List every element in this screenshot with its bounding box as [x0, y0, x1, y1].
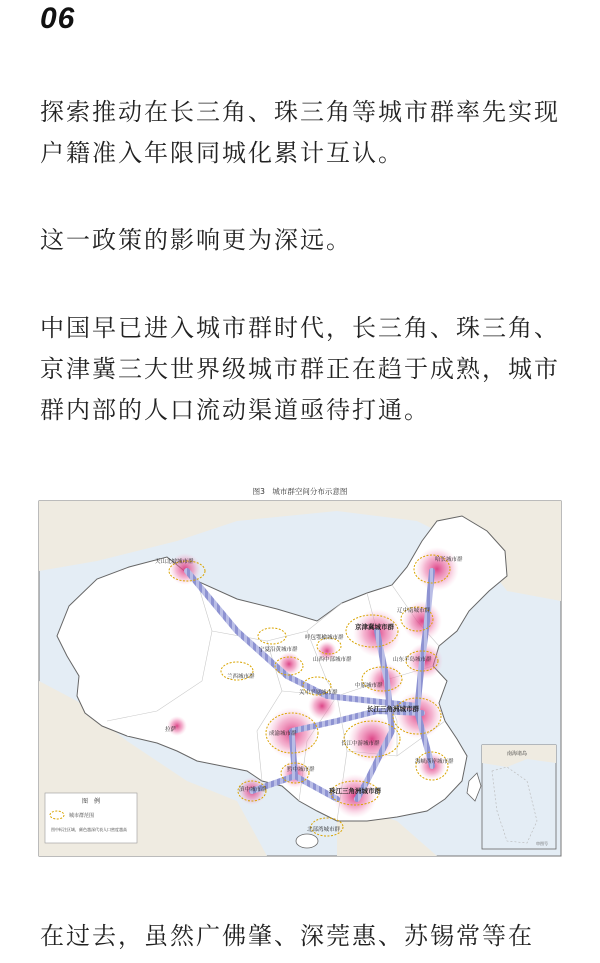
label-guanzhong: 关中平原城市群: [299, 690, 338, 696]
south-china-sea-inset: [482, 745, 556, 849]
label-hachang: 哈长城市群: [435, 557, 463, 563]
label-dianzhong: 滇中城市群: [239, 787, 267, 793]
label-tianshan: 天山北坡城市群: [155, 559, 194, 565]
map-credit: 审图号: [536, 841, 548, 846]
label-changjiang: 长江三角洲城市群: [367, 705, 419, 713]
label-lanxi: 兰西城市群: [227, 674, 255, 680]
legend-item-1: 城市群范围: [69, 813, 95, 819]
inset-label: 南海诸岛: [506, 751, 528, 757]
label-jingjinji: 京津冀城市群: [355, 623, 394, 631]
paragraph-2: 这一政策的影响更为深远。: [40, 226, 352, 254]
urban-cluster-map-figure: [37, 481, 563, 859]
label-shandong: 山东半岛城市群: [393, 657, 432, 663]
label-changjiangzhong: 长江中游城市群: [341, 741, 380, 747]
label-zhongyuan: 中原城市群: [355, 683, 383, 689]
section-number: 06: [40, 2, 76, 35]
label-beibuwan: 北部湾城市群: [307, 827, 341, 833]
paragraph-4: 在过去，虽然广佛肇、深莞惠、苏锡常等在: [40, 922, 534, 950]
map-legend: [45, 793, 137, 843]
label-lhasa: 拉萨: [165, 727, 177, 733]
paragraph-1: 探索推动在长三角、珠三角等城市群率先实现户籍准入年限同城化累计互认。: [40, 98, 560, 167]
label-ningxia: 宁夏沿黄城市群: [259, 647, 298, 653]
paragraph-3: 中国早已进入城市群时代，长三角、珠三角、京津冀三大世界级城市群正在趋于成熟，城市群内部的人口流动渠道亟待打通。: [40, 314, 560, 424]
label-hubao: 呼包鄂榆城市群: [305, 635, 344, 641]
label-chengyu: 成渝城市群: [269, 731, 297, 737]
label-zhujiang: 珠江三角洲城市群: [329, 787, 381, 795]
label-haixia: 海峡西岸城市群: [415, 759, 454, 765]
label-liaozhongnan: 辽中南城市群: [397, 608, 431, 614]
legend-item-2: 图中标注区域，颜色越深代表人口密度越高: [51, 827, 127, 832]
figure-title: 图3 城市群空间分布示意图: [252, 487, 348, 496]
label-qianzhong: 黔中城市群: [287, 767, 315, 773]
legend-title: 图 例: [81, 798, 101, 805]
label-shanxi: 山西中部城市群: [313, 657, 352, 663]
hainan-island: [296, 834, 318, 848]
